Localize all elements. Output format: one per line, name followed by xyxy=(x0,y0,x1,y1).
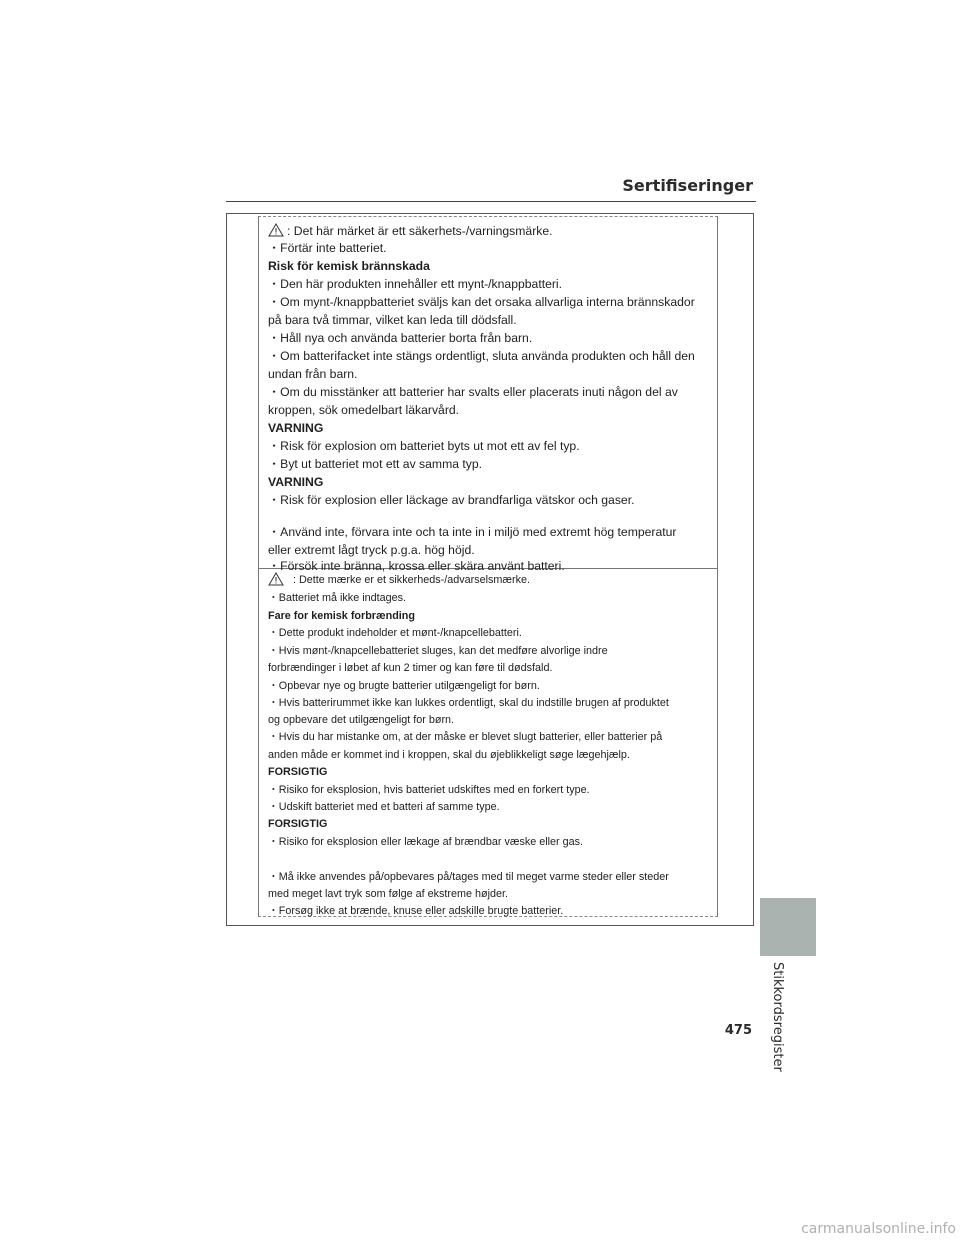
text-line: kroppen, sök omedelbart läkarvård. xyxy=(268,403,460,417)
section-title: Sertifiseringer xyxy=(622,176,753,195)
page-number: 475 xyxy=(724,1023,752,1038)
text-line: ・Försök inte bränna, krossa eller skära använt batteri. xyxy=(268,559,565,573)
text-line: ・Om mynt-/knappbatteriet sväljs kan det orsaka allvarliga interna brännskador xyxy=(268,295,695,309)
text-line: på bara två timmar, vilket kan leda till dödsfall. xyxy=(268,313,517,327)
text-line: forbrændinger i løbet af kun 2 timer og kan føre til dødsfald. xyxy=(268,662,553,674)
text-line: ・Forsøg ikke at brænde, knuse eller adskille brugte batterier. xyxy=(268,905,564,917)
section-heading: FORSIGTIG xyxy=(268,818,328,830)
text-line: ・Förtär inte batteriet. xyxy=(268,241,387,255)
text-line: eller extremt lågt tryck p.g.a. hög höjd. xyxy=(268,543,475,557)
warning-symbol-line xyxy=(268,223,553,237)
text-line: med meget lavt tryk som følge af ekstreme højder. xyxy=(268,888,509,900)
swedish-warning-box xyxy=(258,216,718,573)
watermark: carmanualsonline.info xyxy=(801,1221,956,1237)
text-line: ・Risiko for eksplosion, hvis batteriet udskiftes med en forkert type. xyxy=(268,784,590,796)
text-line: ・Risk för explosion eller läckage av brandfarliga vätskor och gaser. xyxy=(268,493,635,507)
text-line: ・Opbevar nye og brugte batterier utilgængeligt for børn. xyxy=(268,680,540,692)
text-line: ・Dette produkt indeholder et mønt-/knapcellebatteri. xyxy=(268,627,522,639)
text-line: ・Må ikke anvendes på/opbevares på/tages med til meget varme steder eller steder xyxy=(268,871,669,883)
text-line: ・Hvis du har mistanke om, at der måske er blevet slugt batterier, eller batterier på xyxy=(268,731,663,743)
section-heading: FORSIGTIG xyxy=(268,766,328,778)
text-line: ・Håll nya och använda batterier borta från barn. xyxy=(268,331,533,345)
text-line: ・Om du misstänker att batterier har svalts eller placerats inuti någon del av xyxy=(268,385,678,399)
index-thumb-tab xyxy=(760,898,816,956)
text-line: ・Hvis mønt-/knapcellebatteriet sluges, kan det medføre alvorlige indre xyxy=(268,645,608,657)
header-rule xyxy=(226,201,756,202)
side-chapter-label: Stikkordsregister xyxy=(770,962,785,1072)
section-heading: Fare for kemisk forbrænding xyxy=(268,610,415,622)
text-line: ・Udskift batteriet med et batteri af samme type. xyxy=(268,801,500,813)
text-line: ・Hvis batterirummet ikke kan lukkes ordentligt, skal du indstille brugen af produktet xyxy=(268,697,669,709)
warning-symbol-line xyxy=(268,572,530,586)
section-heading: VARNING xyxy=(268,421,324,435)
text-line: ・Använd inte, förvara inte och ta inte in i miljö med extremt hög temperatur xyxy=(268,525,677,539)
warning-triangle-icon xyxy=(268,572,284,586)
text-line: ・Risiko for eksplosion eller lækage af brændbar væske eller gas. xyxy=(268,836,584,848)
text-line: ・Den här produkten innehåller ett mynt-/knappbatteri. xyxy=(268,277,563,291)
text-line: ・Byt ut batteriet mot ett av samma typ. xyxy=(268,457,483,471)
text-line: ・Risk för explosion om batteriet byts ut mot ett av fel typ. xyxy=(268,439,580,453)
warning-triangle-icon xyxy=(268,223,284,237)
danish-warning-box xyxy=(258,569,718,917)
text-line: og opbevare det utilgængeligt for børn. xyxy=(268,714,455,726)
section-heading: Risk för kemisk brännskada xyxy=(268,259,430,273)
text-line: : Det här märket är ett säkerhets-/varningsmärke. xyxy=(287,223,553,238)
text-line: ・Batteriet må ikke indtages. xyxy=(268,592,407,604)
text-line: : Dette mærke er et sikkerheds-/advarselsmærke. xyxy=(293,574,531,587)
text-line: anden måde er kommet ind i kroppen, skal du øjeblikkeligt søge lægehjælp. xyxy=(268,749,630,761)
text-line: undan från barn. xyxy=(268,367,358,381)
text-line: ・Om batterifacket inte stängs ordentligt, sluta använda produkten och håll den xyxy=(268,349,695,363)
section-heading: VARNING xyxy=(268,475,324,489)
